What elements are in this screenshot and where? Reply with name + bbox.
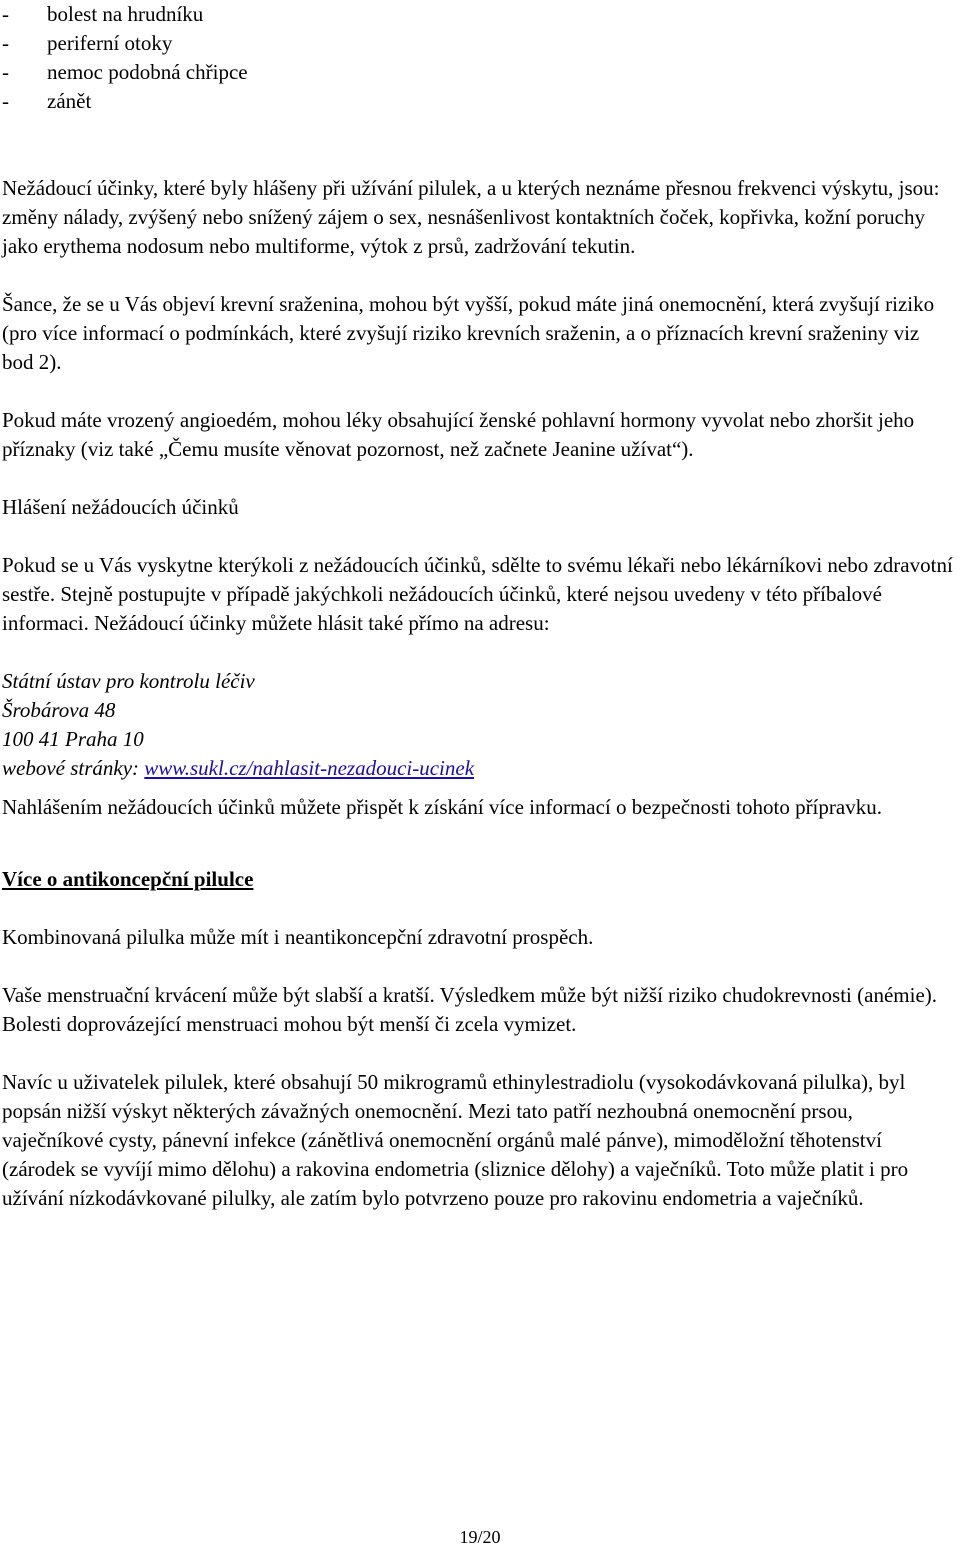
paragraph-health-benefit: Kombinovaná pilulka může mít i neantikoncepční zdravotní prospěch. [2,925,594,949]
list-item: - nemoc podobná chřipce [2,60,248,84]
paragraph-reporting-benefit: Nahlášením nežádoucích účinků můžete přispět k získání více informací o bezpečnosti tohoto přípravku. [2,795,882,819]
list-item: - zánět [2,89,92,113]
heading-more-about-pill: Více o antikoncepční pilulce [2,867,254,891]
web-link[interactable]: www.sukl.cz/nahlasit-nezadouci-ucinek [144,756,475,780]
address-street: Šrobárova 48 [2,698,116,722]
document-page [2,0,954,1213]
paragraph-angioedema: Pokud máte vrozený angioedém, mohou léky obsahující ženské pohlavní hormony vyvolat nebo zhoršit jeho příznaky (viz také „Čemu musíte věnovat pozornost, než začnete Jeanine užívat“). [2,408,915,461]
paragraph-blood-clot-risk: Šance, že se u Vás objeví krevní sraženina, mohou být vyšší, pokud máte jiná onemocnění, která zvyšují riziko (pro více informací o podmínkách, které zvyšují riziko krevních sraženin, a o příznacích krevní sraženiny viz bod 2). [2,292,935,374]
web-label: webové stránky: [2,756,145,780]
paragraph-reporting-instructions: Pokud se u Vás vyskytne kterýkoli z nežádoucích účinků, sdělte to svému lékaři nebo lékárníkovi nebo zdravotní sestře. Stejně postupujte v případě jakýchkoli nežádoucích účinků, které nejsou uvedeny v této příbalové informaci. Nežádoucí účinky můžete hlásit také přímo na adresu: [2,553,953,635]
side-effects-list [2,0,954,116]
address-city: 100 41 Praha 10 [2,727,144,751]
page-number: 19/20 [459,1527,501,1547]
list-item: - bolest na hrudníku [2,2,204,26]
reporting-address [2,667,954,783]
address-web [2,754,954,783]
address-institution: Státní ústav pro kontrolu léčiv [2,669,255,693]
heading-side-effect-reporting: Hlášení nežádoucích účinků [2,495,239,519]
list-item: - periferní otoky [2,31,173,55]
paragraph-high-dose-pill: Navíc u uživatelek pilulek, které obsahují 50 mikrogramů ethinylestradiolu (vysokodávkovaná pilulka), byl popsán nižší výskyt některých závažných onemocnění. Mezi tato patří nezhoubná onemocnění prsou, vaječníkové cysty, pánevní infekce (zánětlivá onemocnění orgánů malé pánve), mimoděložní těhotenství (zárodek se vyvíjí mimo dělohu) a rakovina endometria (sliznice dělohy) a vaječníků. Toto může platit i pro užívání nízkodávkované pilulky, ale zatím bylo potvrzeno pouze pro rakovinu endometria a vaječníků. [2,1070,909,1210]
paragraph-side-effects-unknown-frequency: Nežádoucí účinky, které byly hlášeny při užívání pilulek, a u kterých neznáme přesnou frekvenci výskytu, jsou: změny nálady, zvýšený nebo snížený zájem o sex, nesnášenlivost kontaktních čoček, kopřivka, kožní poruchy jako erythema nodosum nebo multiforme, výtok z prsů, zadržování tekutin. [2,176,940,258]
paragraph-menstruation: Vaše menstruační krvácení může být slabší a kratší. Výsledkem může být nižší riziko chudokrevnosti (anémie). Bolesti doprovázející menstruaci mohou být menší či zcela vymizet. [2,983,938,1036]
